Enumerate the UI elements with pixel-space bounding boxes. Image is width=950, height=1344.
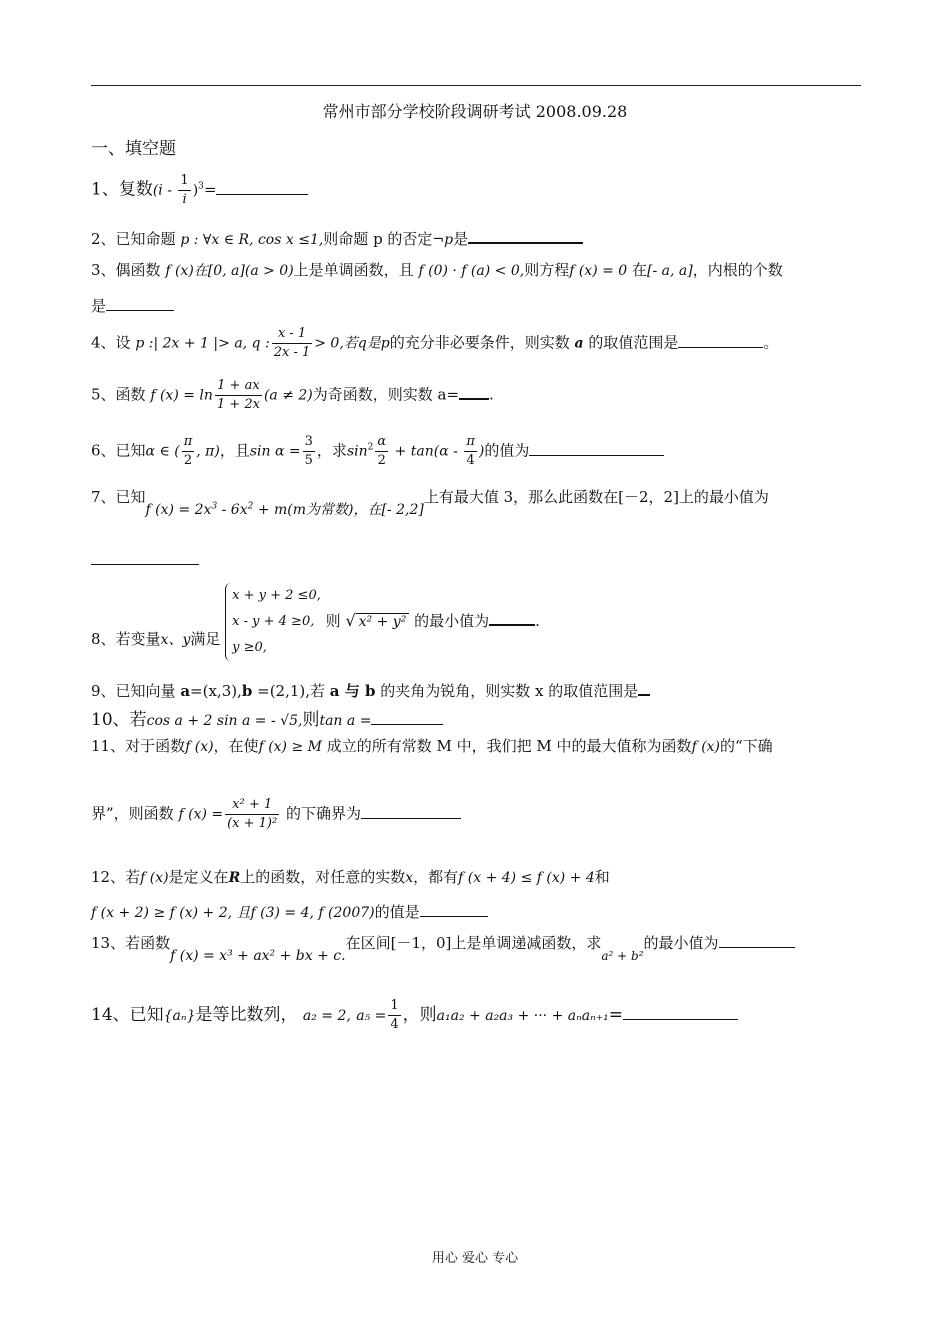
question-3-cont: 是 — [91, 295, 174, 316]
question-7-cont — [91, 551, 199, 569]
fraction: $\frac{\alpha}{2}$ — [377, 434, 387, 468]
question-14: 14、已知{aₙ}是等比数列， a₂ = 2, a₅ = $\frac{1}{4}$ ，则a₁a₂ + a₂a₃ + ··· + aₙaₙ₊₁= — [91, 997, 738, 1034]
question-12: 12、若f (x)是定义在R上的函数，对任意的实数x，都有f (x + 4) ≤ f (x) + 4和 — [91, 868, 610, 886]
page-footer: 用心 爱心 专心 — [431, 1251, 519, 1266]
question-10: 10、若cos a + 2 sin a = - √5,则tan a = — [91, 705, 443, 730]
fraction: $\frac{1 + ax}{1 + 2x}$ — [216, 378, 260, 412]
question-12-cont: f (x + 2) ≥ f (x) + 2, 且f (3) = 4, f (2007)的值是 — [91, 901, 488, 922]
answer-blank-11[interactable] — [361, 806, 461, 819]
answer-blank-14[interactable] — [623, 1007, 738, 1020]
question-9: 9、已知向量 a=(x,3),b =(2,1),若 a 与 b 的夹角为锐角，则实数 x 的取值范围是 — [91, 680, 650, 701]
answer-blank-1[interactable] — [216, 182, 308, 195]
answer-blank-2[interactable] — [468, 230, 583, 244]
answer-blank-5[interactable] — [459, 386, 489, 400]
question-2: 2、已知命题 p : ∀x ∈ R, cos x ≤1,则命题 p 的否定¬p是 — [91, 228, 583, 249]
question-4: 4、设 p :| 2x + 1 |> a, q : $\frac{x - 1}{2x - 1}$ > 0,若q是p的充分非必要条件，则实数 a 的取值范围是 。 — [91, 326, 779, 360]
question-3: 3、偶函数 f (x)在[0, a](a > 0)上是单调函数，且 f (0) · f (a) < 0,则方程f (x) = 0 在[- a, a]，内根的个数 — [91, 261, 783, 279]
fraction: $\frac{x - 1}{2x - 1}$ — [273, 326, 311, 360]
sqrt-icon: √ — [345, 611, 356, 630]
function-expression: f $(x) = 2x^3 - 6x^2 + m(m$为常数)，在[- 2,2] — [145, 501, 424, 518]
answer-blank-8[interactable] — [489, 612, 535, 626]
fraction: $\frac{1}{i}$ — [180, 173, 189, 207]
answer-blank-10[interactable] — [371, 712, 443, 725]
answer-blank-3[interactable] — [106, 298, 174, 311]
question-5: 5、函数 f (x) = ln $\frac{1 + ax}{1 + 2x}$ (a ≠ 2)为奇函数，则实数 a= . — [91, 378, 494, 412]
question-1: 1、复数(i - $\frac{1}{i}$ )$^3$= — [91, 172, 308, 209]
fraction: $\frac{\text{x² + 1}}{\text{(x + 1)²}}$ — [227, 797, 278, 831]
answer-blank-9[interactable] — [638, 682, 650, 696]
question-11-cont: 界”，则函数 f (x) = $\frac{\text{x² + 1}}{\text{(x + 1)²}}$ 的下确界为 — [91, 796, 461, 833]
header-rule — [91, 85, 861, 86]
fraction: $\frac{\pi}{2}$ — [183, 434, 193, 468]
page-title: 常州市部分学校阶段调研考试 2008.09.28 — [322, 102, 628, 121]
question-6: 6、已知α ∈ ( $\frac{\pi}{2}$ , π)，且sin α = $\frac{3}{5}$ ，求$\sin^2$ $\frac{\alpha}{2}$ + tan(α - $\frac{\pi}{4}$ )的值为 — [91, 433, 664, 470]
question-11: 11、对于函数f (x)，在使f (x) ≥ M 成立的所有常数 M 中，我们把 M 中的最大值称为函数f (x)的“下确 — [91, 737, 773, 755]
answer-blank-4[interactable] — [678, 335, 763, 348]
question-8: 8、若变量x、y满足 x + y + 2 ≤0, x - y + 4 ≥0, y ≥0, 则 √ x² + y² 的最小值为 . — [91, 583, 540, 661]
fraction: $\frac{1}{4}$ — [390, 998, 399, 1032]
fraction: $\frac{3}{5}$ — [304, 434, 313, 468]
fraction: $\frac{\pi}{4}$ — [466, 434, 475, 468]
answer-blank-6[interactable] — [529, 443, 664, 456]
answer-blank-7[interactable] — [91, 552, 199, 565]
answer-blank-12[interactable] — [420, 904, 488, 917]
section-heading: 一、填空题 — [91, 139, 176, 159]
question-13: 13、若函数f (x) = x³ + ax² + bx + c.在区间[－1，0]上是单调递减函数，求$_{a^2 + b^2}$的最小值为 — [91, 932, 795, 953]
answer-blank-13[interactable] — [719, 935, 795, 948]
question-7: 7、已知f $(x) = 2x^3 - 6x^2 + m(m$为常数)，在[- 2,2]上有最大值 3，那么此函数在[－2，2]上的最小值为 — [91, 488, 769, 518]
inequality-system: x + y + 2 ≤0, x - y + 4 ≥0, y ≥0, — [225, 583, 321, 661]
